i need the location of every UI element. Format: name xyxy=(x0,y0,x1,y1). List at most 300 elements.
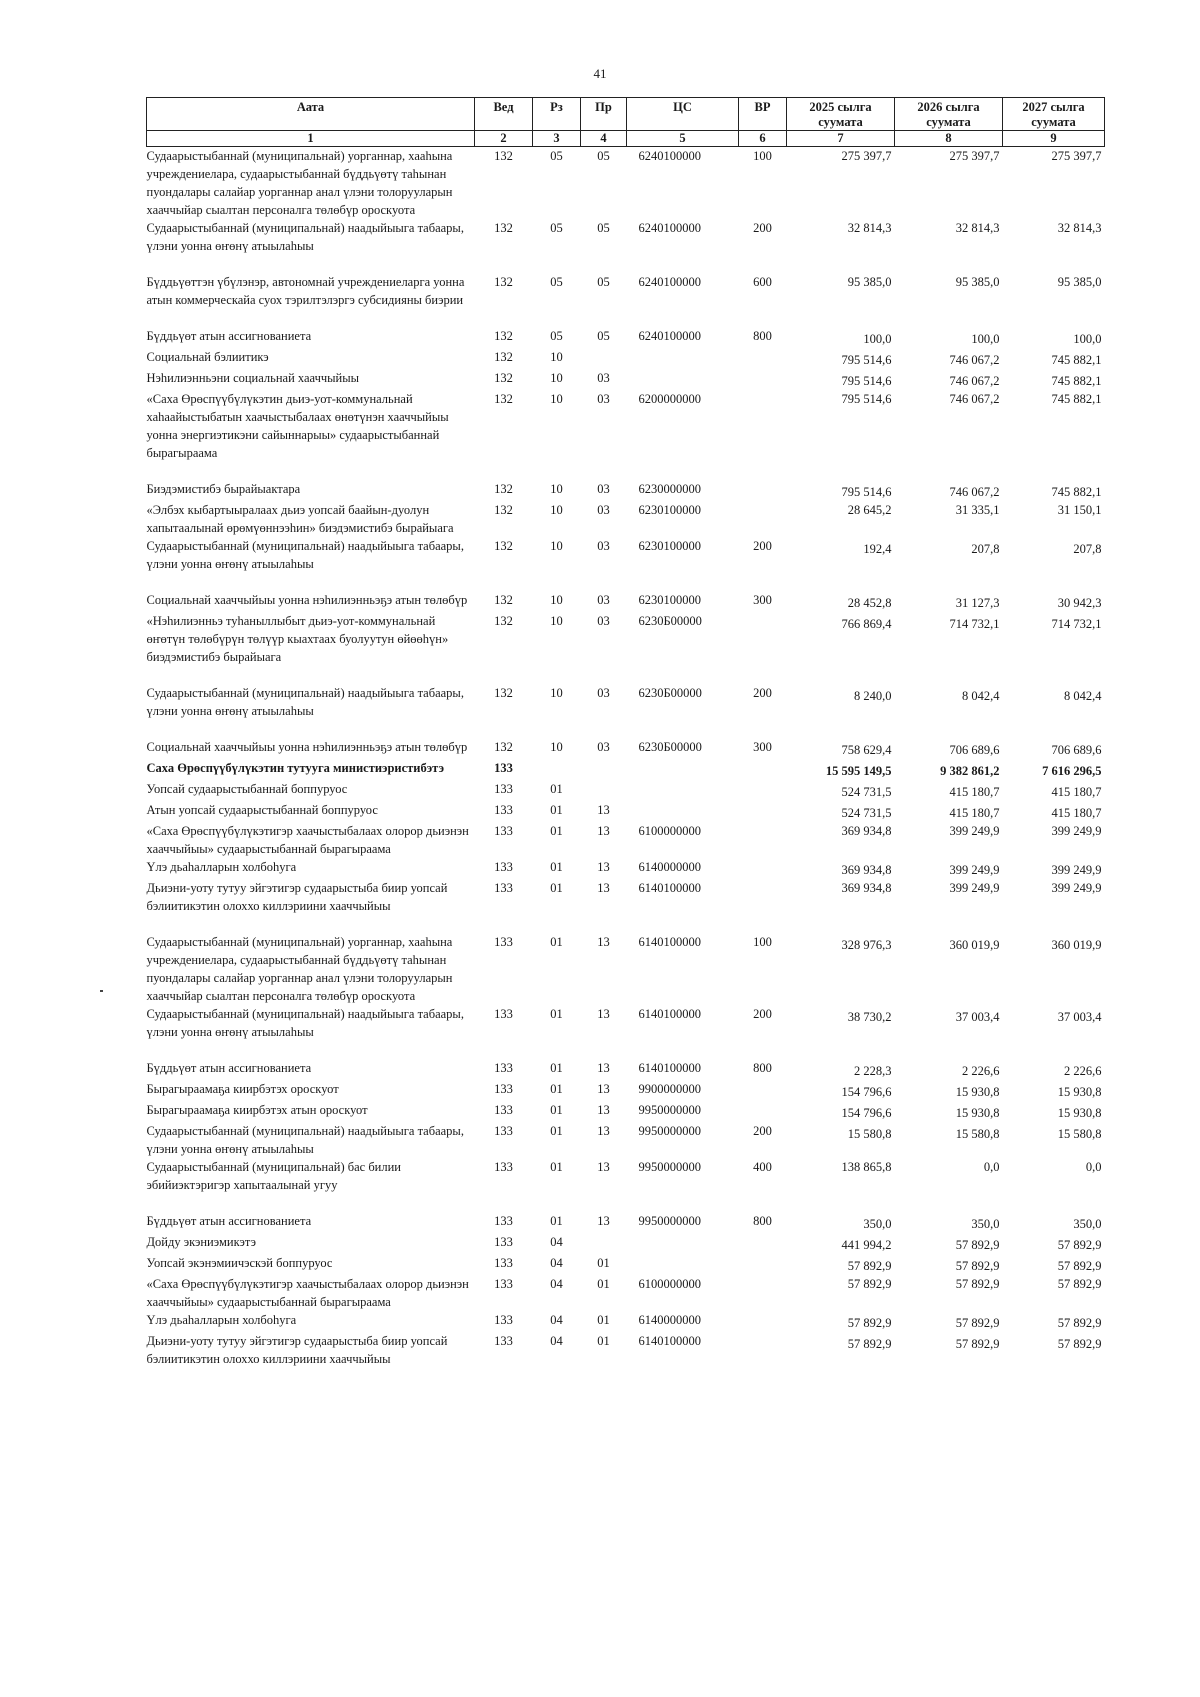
row-amount-2026: 31 335,1 xyxy=(955,503,1000,517)
row-rz: 01 xyxy=(550,1061,563,1075)
row-amount-2025: 32 814,3 xyxy=(847,221,892,235)
header-row xyxy=(147,98,1105,131)
row-name: Судаарыстыбаннай (муниципальнай) наадыйыыга табаары, үлэни уонна өҥөнү атыылаһыы xyxy=(146,1007,464,1039)
row-vr: 400 xyxy=(753,1160,772,1174)
row-name: Судаарыстыбаннай (муниципальнай) уорганнар, хааһына учреждениелара, судаарыстыбаннай бүддьүөтү таһынан пуондалары салайар уорганнар анал үлэни толорууларын хааччыйар сыалтан персоналга төлөбүр ороскуота xyxy=(146,149,453,217)
table-row xyxy=(147,1005,1105,1059)
row-cs xyxy=(627,759,739,780)
row-amount-2027: 95 385,0 xyxy=(1057,275,1102,289)
row-pr xyxy=(581,348,627,369)
row-pr: 01 xyxy=(597,1256,610,1270)
row-amount-2026: 2 226,6 xyxy=(962,1064,1000,1078)
table-row xyxy=(147,738,1105,759)
row-name: Бүддьүөт атын ассигнованиета xyxy=(146,1214,312,1228)
row-amount-2027: 8 042,4 xyxy=(1064,689,1102,703)
row-amount-2026: 350,0 xyxy=(971,1217,1000,1231)
row-amount-2027: 31 150,1 xyxy=(1057,503,1102,517)
row-ved: 133 xyxy=(494,1313,513,1327)
table-row xyxy=(147,879,1105,933)
row-amount-2026: 746 067,2 xyxy=(949,485,1000,499)
row-amount-2026: 746 067,2 xyxy=(949,374,1000,388)
row-ved: 132 xyxy=(494,392,513,406)
table-row xyxy=(147,612,1105,684)
row-cs: 6140000000 xyxy=(638,860,701,874)
row-vr xyxy=(739,1080,787,1101)
row-pr: 13 xyxy=(597,935,610,949)
row-ved: 133 xyxy=(494,1061,513,1075)
row-ved: 132 xyxy=(494,221,513,235)
row-pr: 13 xyxy=(597,1007,610,1021)
column-number: 9 xyxy=(1003,131,1105,147)
row-name: Уопсай судаарыстыбаннай боппуруос xyxy=(146,782,348,796)
row-rz: 01 xyxy=(550,881,563,895)
row-ved: 133 xyxy=(494,881,513,895)
header-2026: 2026 сылга суумата xyxy=(895,98,1003,131)
row-cs: 9950000000 xyxy=(638,1160,701,1174)
row-amount-2026: 0,0 xyxy=(983,1160,1000,1174)
row-name: Бырагыраамаҕа киирбэтэх ороскуот xyxy=(146,1082,339,1096)
row-rz: 10 xyxy=(550,503,563,517)
row-vr: 100 xyxy=(753,149,772,163)
table-row xyxy=(147,327,1105,348)
row-cs: 6230100000 xyxy=(638,539,701,553)
row-amount-2026: 746 067,2 xyxy=(949,353,1000,367)
table-row xyxy=(147,1158,1105,1212)
row-pr: 05 xyxy=(597,275,610,289)
row-name: «Саха Өрөспүүбүлүкэтин дьиэ-уот-коммунальнай хаһаайыстыбатын хаачыстыбалаах өнөтүнэн хааччыйыы уонна энергиэтикэни сайыннарыы» судаарыстыбаннай бырагыраама xyxy=(146,392,449,460)
table-row xyxy=(147,780,1105,801)
column-number: 7 xyxy=(787,131,895,147)
row-amount-2027: 207,8 xyxy=(1073,542,1102,556)
row-cs xyxy=(627,369,739,390)
row-amount-2027: 57 892,9 xyxy=(1057,1238,1102,1252)
row-cs: 6100000000 xyxy=(638,824,701,838)
row-pr: 13 xyxy=(597,1082,610,1096)
row-cs: 6240100000 xyxy=(638,221,701,235)
row-pr: 13 xyxy=(597,1160,610,1174)
row-cs xyxy=(627,801,739,822)
row-rz: 01 xyxy=(550,782,563,796)
row-ved: 133 xyxy=(494,782,513,796)
row-name: «Элбэх кыбартыыралаах дьиэ уопсай баайын-дуолун хапытаалынай өрөмүөннээһин» биэдэмистибэ бырайыага xyxy=(146,503,454,535)
row-cs: 9950000000 xyxy=(638,1103,701,1117)
row-cs: 6230000000 xyxy=(638,482,701,496)
row-ved: 133 xyxy=(494,935,513,949)
row-pr: 03 xyxy=(597,482,610,496)
table-row xyxy=(147,1059,1105,1080)
row-amount-2026: 15 930,8 xyxy=(955,1085,1000,1099)
row-ved: 133 xyxy=(494,1124,513,1138)
row-pr: 13 xyxy=(597,881,610,895)
row-amount-2025: 795 514,6 xyxy=(841,353,892,367)
row-pr: 13 xyxy=(597,1124,610,1138)
row-ved: 133 xyxy=(494,824,513,838)
table-row xyxy=(147,1332,1105,1368)
row-amount-2025: 350,0 xyxy=(863,1217,892,1231)
row-amount-2025: 154 796,6 xyxy=(841,1106,892,1120)
row-vr xyxy=(739,879,787,933)
column-number: 2 xyxy=(475,131,533,147)
row-amount-2026: 415 180,7 xyxy=(949,806,1000,820)
row-amount-2027: 415 180,7 xyxy=(1051,785,1102,799)
row-name: «Саха Өрөспүүбүлүкэтигэр хаачыстыбалаах олорор дьиэнэн хааччыйыы» судаарыстыбаннай бырагыраама xyxy=(146,824,469,856)
table-row xyxy=(147,147,1105,220)
row-name: Дойду экэниэмикэтэ xyxy=(146,1235,256,1249)
row-ved: 133 xyxy=(494,1214,513,1228)
row-amount-2027: 415 180,7 xyxy=(1051,806,1102,820)
row-vr: 800 xyxy=(753,1214,772,1228)
row-cs: 6140100000 xyxy=(638,1061,701,1075)
row-amount-2025: 795 514,6 xyxy=(841,485,892,499)
row-cs: 6140100000 xyxy=(638,881,701,895)
row-pr: 13 xyxy=(597,1061,610,1075)
row-rz: 01 xyxy=(550,1103,563,1117)
row-amount-2027: 745 882,1 xyxy=(1051,374,1102,388)
row-vr xyxy=(739,501,787,537)
row-amount-2027: 275 397,7 xyxy=(1051,149,1102,163)
row-name: Биэдэмистибэ бырайыактара xyxy=(146,482,301,496)
row-vr xyxy=(739,780,787,801)
row-cs: 6140000000 xyxy=(638,1313,701,1327)
row-name: Бүддьүөт атын ассигнованиета xyxy=(146,329,312,343)
row-name: «Нэһилиэнньэ туһаныллыбыт дьиэ-уот-коммунальнай өҥөтүн төлөбүрүн төлүүр кыахтаах буолуутун өйөөһүн» биэдэмистибэ бырайыага xyxy=(146,614,449,664)
table-row xyxy=(147,801,1105,822)
row-amount-2026: 32 814,3 xyxy=(955,221,1000,235)
table-body xyxy=(147,147,1105,1369)
row-cs: 6230Б00000 xyxy=(638,614,702,628)
row-name: Социальнай хааччыйыы уонна нэһилиэнньэҕэ атын төлөбүр xyxy=(146,740,468,754)
row-rz: 01 xyxy=(550,1214,563,1228)
row-ved: 132 xyxy=(494,149,513,163)
row-name: Бырагыраамаҕа киирбэтэх атын ороскуот xyxy=(146,1103,368,1117)
row-amount-2026: 57 892,9 xyxy=(955,1316,1000,1330)
row-vr: 200 xyxy=(753,539,772,553)
row-ved: 133 xyxy=(494,1334,513,1348)
row-pr: 03 xyxy=(597,593,610,607)
row-amount-2025: 275 397,7 xyxy=(841,149,892,163)
row-ved: 132 xyxy=(494,539,513,553)
scan-mark xyxy=(100,990,103,992)
row-ved: 133 xyxy=(494,1082,513,1096)
row-name: Бүддьүөт атын ассигнованиета xyxy=(146,1061,312,1075)
row-pr xyxy=(581,759,627,780)
row-ved: 132 xyxy=(494,275,513,289)
row-vr xyxy=(739,612,787,684)
table-row xyxy=(147,1212,1105,1233)
row-name: Судаарыстыбаннай (муниципальнай) наадыйыыга табаары, үлэни уонна өҥөнү атыылаһыы xyxy=(146,539,464,571)
row-rz: 05 xyxy=(550,275,563,289)
table-row xyxy=(147,1122,1105,1158)
table-row xyxy=(147,759,1105,780)
row-rz: 05 xyxy=(550,329,563,343)
column-number: 3 xyxy=(533,131,581,147)
row-name: Судаарыстыбаннай (муниципальнай) бас билии эбийиэктэригэр хапытаалынай угуу xyxy=(146,1160,401,1192)
row-rz: 10 xyxy=(550,482,563,496)
row-amount-2025: 758 629,4 xyxy=(841,743,892,757)
row-amount-2025: 95 385,0 xyxy=(847,275,892,289)
row-pr: 13 xyxy=(597,1103,610,1117)
row-ved: 132 xyxy=(494,482,513,496)
row-name: Социальнай бэлиитикэ xyxy=(146,350,269,364)
row-amount-2027: 399 249,9 xyxy=(1051,863,1102,877)
row-cs: 6140100000 xyxy=(638,1007,701,1021)
row-pr: 05 xyxy=(597,221,610,235)
row-rz: 01 xyxy=(550,1007,563,1021)
row-ved: 133 xyxy=(494,803,513,817)
row-ved: 133 xyxy=(494,1160,513,1174)
table-row xyxy=(147,1080,1105,1101)
row-amount-2025: 57 892,9 xyxy=(847,1259,892,1273)
row-amount-2026: 714 732,1 xyxy=(949,617,1000,631)
row-amount-2026: 746 067,2 xyxy=(949,392,1000,406)
row-ved: 133 xyxy=(494,1256,513,1270)
row-amount-2026: 57 892,9 xyxy=(955,1238,1000,1252)
row-vr xyxy=(739,801,787,822)
row-name: Үлэ дьаһалларын холбоһуга xyxy=(146,860,297,874)
row-amount-2025: 154 796,6 xyxy=(841,1085,892,1099)
row-amount-2025: 28 645,2 xyxy=(847,503,892,517)
row-rz: 10 xyxy=(550,740,563,754)
header-rz: Рз xyxy=(533,98,581,131)
row-amount-2025: 38 730,2 xyxy=(847,1010,892,1024)
row-vr xyxy=(739,1254,787,1275)
row-amount-2025: 57 892,9 xyxy=(847,1337,892,1351)
row-amount-2026: 15 580,8 xyxy=(955,1127,1000,1141)
row-ved: 133 xyxy=(494,1103,513,1117)
row-amount-2025: 15 595 149,5 xyxy=(825,764,892,778)
budget-table xyxy=(146,97,1105,1368)
table-row xyxy=(147,858,1105,879)
row-vr xyxy=(739,1101,787,1122)
row-cs: 6230100000 xyxy=(638,503,701,517)
row-rz: 04 xyxy=(550,1313,563,1327)
row-rz: 01 xyxy=(550,803,563,817)
row-amount-2025: 28 452,8 xyxy=(847,596,892,610)
row-name: Дьиэни-уоту тутуу эйгэтигэр судаарыстыба биир уопсай бэлиитикэтин олоххо киллэриини хааччыйыы xyxy=(146,1334,448,1366)
row-ved: 133 xyxy=(494,1007,513,1021)
row-name: Социальнай хааччыйыы уонна нэһилиэнньэҕэ атын төлөбүр xyxy=(146,593,468,607)
row-amount-2026: 275 397,7 xyxy=(949,149,1000,163)
row-amount-2026: 57 892,9 xyxy=(955,1259,1000,1273)
row-amount-2026: 8 042,4 xyxy=(962,689,1000,703)
row-pr: 03 xyxy=(597,503,610,517)
row-rz: 01 xyxy=(550,1082,563,1096)
row-amount-2026: 360 019,9 xyxy=(949,938,1000,952)
row-cs xyxy=(627,780,739,801)
row-amount-2025: 795 514,6 xyxy=(841,374,892,388)
row-pr: 05 xyxy=(597,149,610,163)
row-cs xyxy=(627,1233,739,1254)
row-amount-2025: 795 514,6 xyxy=(841,392,892,406)
row-name: Судаарыстыбаннай (муниципальнай) наадыйыыга табаары, үлэни уонна өҥөнү атыылаһыы xyxy=(146,221,464,253)
row-rz: 01 xyxy=(550,1124,563,1138)
row-amount-2027: 745 882,1 xyxy=(1051,485,1102,499)
row-amount-2027: 745 882,1 xyxy=(1051,392,1102,406)
row-cs xyxy=(627,1254,739,1275)
header-cs: ЦС xyxy=(627,98,739,131)
row-amount-2025: 192,4 xyxy=(863,542,892,556)
column-number: 1 xyxy=(147,131,475,147)
row-name: Судаарыстыбаннай (муниципальнай) уорганнар, хааһына учреждениелара, судаарыстыбаннай бүддьүөтү таһынан пуондалары салайар уорганнар анал үлэни толорууларын хааччыйар сыалтан персоналга төлөбүр ороскуота xyxy=(146,935,453,1003)
row-amount-2025: 57 892,9 xyxy=(847,1277,892,1291)
table-row xyxy=(147,1233,1105,1254)
row-rz: 01 xyxy=(550,860,563,874)
row-amount-2027: 2 226,6 xyxy=(1064,1064,1102,1078)
row-pr xyxy=(581,1233,627,1254)
row-ved: 133 xyxy=(494,1235,513,1249)
row-pr: 01 xyxy=(597,1313,610,1327)
row-rz: 04 xyxy=(550,1256,563,1270)
row-amount-2026: 399 249,9 xyxy=(949,824,1000,838)
row-amount-2027: 0,0 xyxy=(1085,1160,1102,1174)
row-ved: 132 xyxy=(494,593,513,607)
row-amount-2025: 369 934,8 xyxy=(841,824,892,838)
row-cs xyxy=(627,348,739,369)
row-vr: 200 xyxy=(753,1124,772,1138)
row-vr xyxy=(739,1275,787,1311)
row-amount-2027: 32 814,3 xyxy=(1057,221,1102,235)
row-amount-2027: 57 892,9 xyxy=(1057,1277,1102,1291)
row-amount-2026: 9 382 861,2 xyxy=(940,764,1000,778)
row-ved: 133 xyxy=(494,1277,513,1291)
row-rz: 05 xyxy=(550,221,563,235)
header-2027: 2027 сылга суумата xyxy=(1003,98,1105,131)
row-rz xyxy=(533,759,581,780)
row-vr xyxy=(739,369,787,390)
row-vr xyxy=(739,1332,787,1368)
row-pr: 01 xyxy=(597,1334,610,1348)
row-vr: 300 xyxy=(753,593,772,607)
row-amount-2027: 706 689,6 xyxy=(1051,743,1102,757)
row-rz: 05 xyxy=(550,149,563,163)
row-name: Атын уопсай судаарыстыбаннай боппуруос xyxy=(146,803,378,817)
row-pr: 05 xyxy=(597,329,610,343)
row-ved: 133 xyxy=(494,860,513,874)
row-amount-2025: 369 934,8 xyxy=(841,881,892,895)
row-amount-2025: 8 240,0 xyxy=(854,689,892,703)
table-row xyxy=(147,1254,1105,1275)
row-amount-2027: 57 892,9 xyxy=(1057,1337,1102,1351)
table-row xyxy=(147,390,1105,480)
table-row xyxy=(147,480,1105,501)
table-row xyxy=(147,1311,1105,1332)
row-pr: 13 xyxy=(597,1214,610,1228)
table-row xyxy=(147,348,1105,369)
row-vr: 200 xyxy=(753,686,772,700)
row-vr xyxy=(739,759,787,780)
row-amount-2025: 524 731,5 xyxy=(841,785,892,799)
row-amount-2027: 15 930,8 xyxy=(1057,1085,1102,1099)
row-rz: 01 xyxy=(550,1160,563,1174)
row-amount-2025: 766 869,4 xyxy=(841,617,892,631)
row-amount-2025: 2 228,3 xyxy=(854,1064,892,1078)
row-amount-2026: 415 180,7 xyxy=(949,785,1000,799)
row-rz: 10 xyxy=(550,350,563,364)
row-pr: 13 xyxy=(597,803,610,817)
row-amount-2025: 138 865,8 xyxy=(841,1160,892,1174)
row-amount-2026: 15 930,8 xyxy=(955,1106,1000,1120)
row-cs: 6230100000 xyxy=(638,593,701,607)
row-name: Үлэ дьаһалларын холбоһуга xyxy=(146,1313,297,1327)
row-amount-2025: 524 731,5 xyxy=(841,806,892,820)
row-amount-2027: 7 616 296,5 xyxy=(1042,764,1102,778)
row-rz: 01 xyxy=(550,824,563,838)
table-row xyxy=(147,933,1105,1005)
row-vr xyxy=(739,390,787,480)
row-pr: 03 xyxy=(597,614,610,628)
row-cs: 9900000000 xyxy=(638,1082,701,1096)
row-pr: 13 xyxy=(597,860,610,874)
row-pr: 03 xyxy=(597,686,610,700)
row-name: Бүддьүөттэн үбүлэнэр, автономнай учреждениеларга уонна атын коммерческайа суох тэрилтэлэргэ субсидияны биэрии xyxy=(146,275,465,307)
column-number: 4 xyxy=(581,131,627,147)
row-amount-2027: 37 003,4 xyxy=(1057,1010,1102,1024)
row-vr xyxy=(739,480,787,501)
row-rz: 04 xyxy=(550,1334,563,1348)
table-row xyxy=(147,219,1105,273)
row-name: Саха Өрөспүүбүлүкэтин тутууга министиэристибэтэ xyxy=(146,761,444,775)
row-rz: 10 xyxy=(550,539,563,553)
table-row xyxy=(147,822,1105,858)
row-ved: 132 xyxy=(494,350,513,364)
row-amount-2027: 15 930,8 xyxy=(1057,1106,1102,1120)
row-amount-2027: 714 732,1 xyxy=(1051,617,1102,631)
row-ved: 132 xyxy=(494,371,513,385)
row-cs: 6240100000 xyxy=(638,275,701,289)
row-ved: 132 xyxy=(494,740,513,754)
table-row xyxy=(147,1101,1105,1122)
row-vr xyxy=(739,858,787,879)
row-cs: 9950000000 xyxy=(638,1124,701,1138)
table-row xyxy=(147,273,1105,327)
row-pr: 13 xyxy=(597,824,610,838)
column-number: 5 xyxy=(627,131,739,147)
row-vr xyxy=(739,822,787,858)
row-name: Нэһилиэнньэни социальнай хааччыйыы xyxy=(146,371,360,385)
row-rz: 10 xyxy=(550,686,563,700)
row-amount-2025: 369 934,8 xyxy=(841,863,892,877)
row-rz: 04 xyxy=(550,1235,563,1249)
row-amount-2026: 100,0 xyxy=(971,332,1000,346)
row-cs: 6200000000 xyxy=(638,392,701,406)
row-rz: 10 xyxy=(550,593,563,607)
row-name: Уопсай экэнэмиичэскэй боппуруос xyxy=(146,1256,333,1270)
table-row xyxy=(147,537,1105,591)
row-cs: 6240100000 xyxy=(638,149,701,163)
row-vr: 200 xyxy=(753,1007,772,1021)
row-amount-2027: 745 882,1 xyxy=(1051,353,1102,367)
row-ved: 132 xyxy=(494,614,513,628)
column-number: 8 xyxy=(895,131,1003,147)
row-name: Дьиэни-уоту тутуу эйгэтигэр судаарыстыба биир уопсай бэлиитикэтин олоххо киллэриини хааччыйыы xyxy=(146,881,448,913)
row-amount-2025: 15 580,8 xyxy=(847,1127,892,1141)
row-cs: 9950000000 xyxy=(638,1214,701,1228)
row-cs: 6240100000 xyxy=(638,329,701,343)
table-row xyxy=(147,369,1105,390)
row-vr: 200 xyxy=(753,221,772,235)
row-name: Судаарыстыбаннай (муниципальнай) наадыйыыга табаары, үлэни уонна өҥөнү атыылаһыы xyxy=(146,686,464,718)
row-amount-2026: 57 892,9 xyxy=(955,1277,1000,1291)
row-amount-2027: 100,0 xyxy=(1073,332,1102,346)
column-number-row xyxy=(147,131,1105,147)
row-pr: 01 xyxy=(597,1277,610,1291)
row-vr: 800 xyxy=(753,329,772,343)
row-vr: 300 xyxy=(753,740,772,754)
column-number: 6 xyxy=(739,131,787,147)
row-amount-2027: 57 892,9 xyxy=(1057,1259,1102,1273)
header-vr: ВР xyxy=(739,98,787,131)
row-rz: 10 xyxy=(550,614,563,628)
